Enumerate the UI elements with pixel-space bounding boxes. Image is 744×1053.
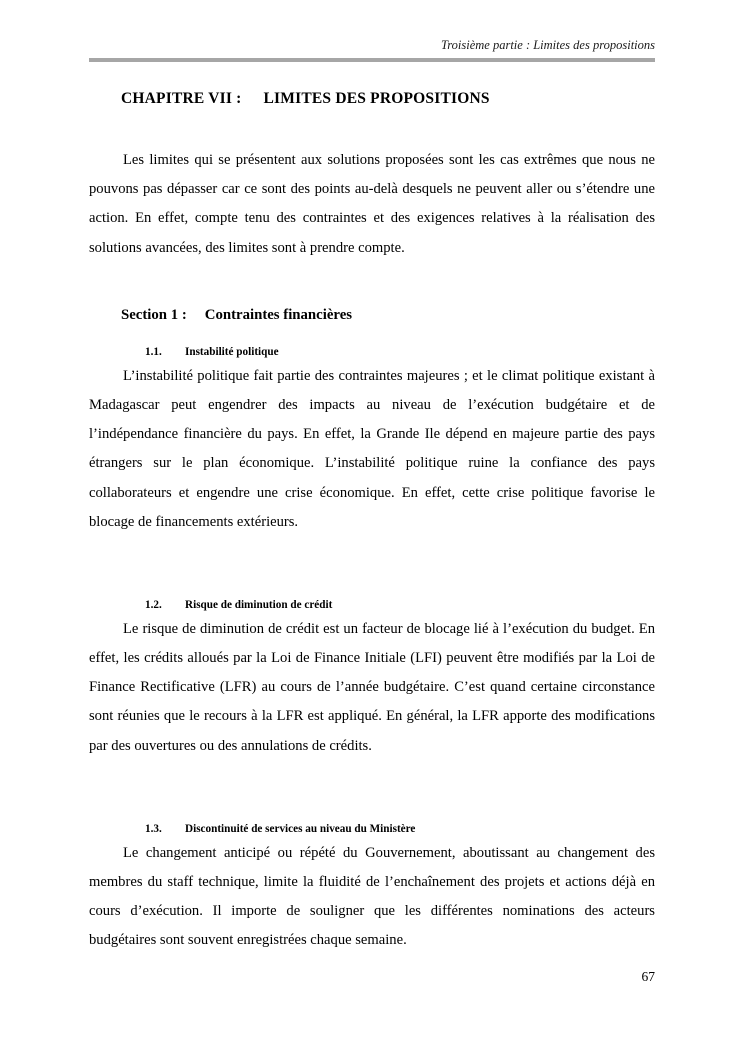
subsection-title-2: Risque de diminution de crédit [185,598,333,611]
section-title-text: Contraintes financières [204,306,353,323]
subsection-title-1: Instabilité politique [185,345,279,358]
subsection-number-3: 1.3. [145,822,162,835]
spacer-1 [89,537,655,577]
subsection-heading-2 [145,599,655,611]
subsection-heading-3 [145,823,655,835]
chapter-label: CHAPITRE VII : [121,90,242,107]
section-heading [121,307,655,324]
page-content [89,78,655,956]
chapter-heading [121,90,655,108]
subsection-title-3: Discontinuité de services au niveau du Ministère [185,822,416,835]
subsection-number-1: 1.1. [145,345,162,358]
page-header [89,38,655,62]
page-number: 67 [641,969,655,984]
section-label: Section 1 : [121,306,187,323]
spacer-2 [89,761,655,801]
intro-paragraph: Les limites qui se présentent aux solutions proposées sont les cas extrêmes que nous ne pouvons pas dépasser car ce sont des points au-delà desquels ne peuvent aller ou s’étendre une action. En effet, compte tenu des contraintes et des exigences relatives à la réalisation des solutions avancées, des limites sont à prendre compte. [89,152,655,256]
subsection-paragraph-1: L’instabilité politique fait partie des contraintes majeures ; et le climat politique existant à Madagascar peut engendrer des impacts au niveau de l’exécution budgétaire et de l’indépendance financière du pays. En effet, la Grande Ile dépend en majeure partie des pays étrangers sur le plan économique. L’instabilité politique ruine la confiance des pays collaborateurs et engendre une crise économique. En effet, cette crise politique favorise le blocage de financements extérieurs. [89,367,655,530]
subsection-heading-1 [145,346,655,358]
subsection-paragraph-3: Le changement anticipé ou répété du Gouvernement, aboutissant au changement des membres du staff technique, limite la fluidité de l’enchaînement des projets et actions déjà en cours d’exécution. Il importe de souligner que les différentes nominations des acteurs budgétaires sont souvent enregistrées chaque semaine. [89,844,655,949]
running-head-text: Troisième partie : Limites des propositions [440,38,655,52]
subsection-number-2: 1.2. [145,598,162,611]
subsection-paragraph-2: Le risque de diminution de crédit est un facteur de blocage lié à l’exécution du budget. En effet, les crédits alloués par la Loi de Finance Initiale (LFI) peuvent être modifiés par la Loi de Finance Rectificative (LFR) au cours de l’année budgétaire. C’est quand certaine circonstance sont réunies que le recours à la LFR est appliqué. En général, la LFR apporte des modifications par des ouvertures ou des annulations de crédits. [89,620,655,754]
header-divider [89,58,655,62]
chapter-title-text: LIMITES DES PROPOSITIONS [263,90,490,107]
